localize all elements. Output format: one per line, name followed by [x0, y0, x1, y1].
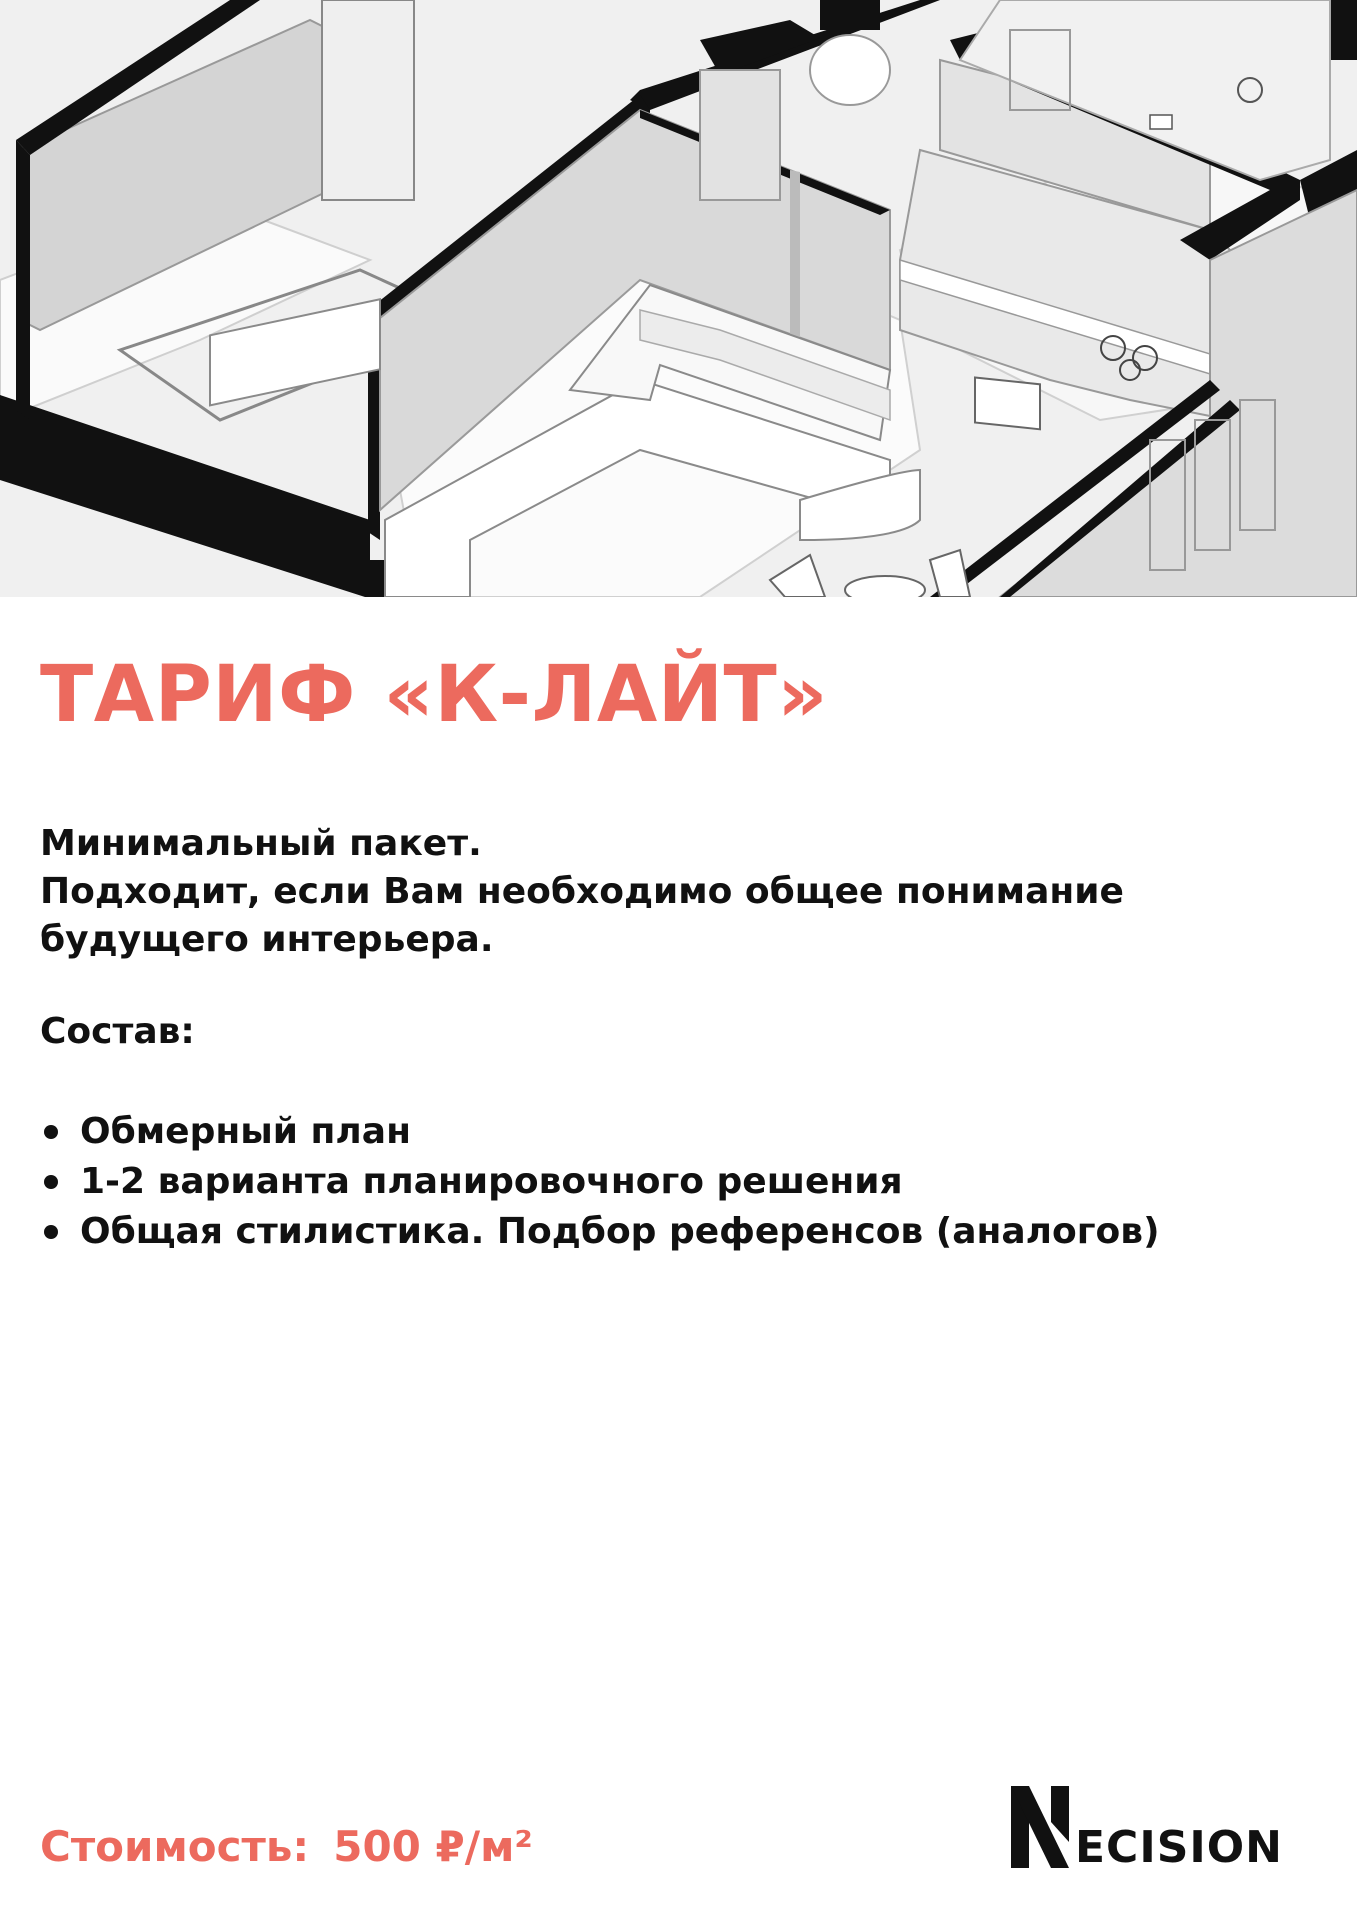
price-label: Стоимость:: [40, 1822, 310, 1871]
hero-illustration: [0, 0, 1357, 597]
features-list: [40, 1107, 1320, 1257]
description-line: Подходит, если Вам необходимо общее понимание: [40, 871, 1124, 912]
isometric-floorplan-icon: [0, 0, 1357, 597]
feature-item: [40, 1107, 1320, 1157]
description-line: будущего интерьера.: [40, 919, 494, 960]
feature-text: 1-2 варианта планировочного решения: [80, 1161, 903, 1202]
feature-item: [40, 1207, 1320, 1257]
tariff-title: ТАРИФ «К-ЛАЙТ»: [40, 650, 829, 740]
feature-item: [40, 1157, 1320, 1207]
price-line: [40, 1822, 533, 1871]
feature-text: Обмерный план: [80, 1111, 411, 1152]
composition-label: Состав:: [40, 1011, 195, 1052]
tariff-description: [40, 820, 1300, 964]
description-line: Минимальный пакет.: [40, 823, 482, 864]
decision-logo-icon: [1005, 1782, 1075, 1872]
logo-wordmark: ECISION: [1075, 1822, 1284, 1873]
bullet-icon: [44, 1225, 58, 1239]
bullet-icon: [44, 1125, 58, 1139]
price-value: 500 ₽/м²: [333, 1822, 533, 1871]
decision-logo: [1005, 1782, 1325, 1872]
feature-text: Общая стилистика. Подбор референсов (аналогов): [80, 1211, 1160, 1252]
bullet-icon: [44, 1175, 58, 1189]
